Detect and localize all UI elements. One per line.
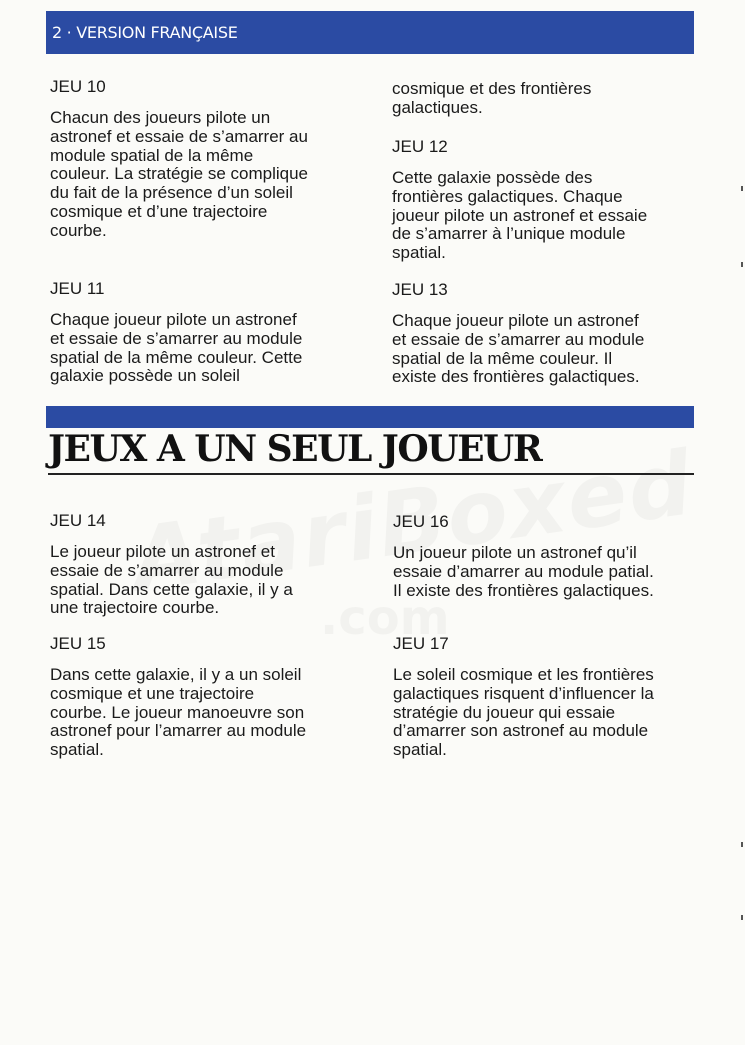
text-line: Cette galaxie possède des <box>392 168 593 187</box>
game-description <box>392 80 702 118</box>
game-description <box>50 109 360 241</box>
text-line: existe des frontières galactiques. <box>392 367 640 387</box>
text-line: courbe. <box>50 220 107 240</box>
text-line: astronef pour l’amarrer au module <box>50 721 307 741</box>
game-description <box>50 666 360 760</box>
text-line: spatial de la même couleur. Cette <box>50 347 303 367</box>
text-line: Chaque joueur pilote un astronef <box>50 310 297 329</box>
text-line: spatial de la même couleur. Il <box>392 348 613 368</box>
text-line: et essaie de s’amarrer au module <box>392 329 645 349</box>
game-heading: JEU 12 <box>392 137 448 156</box>
text-line: galactiques risquent d’influencer la <box>393 683 654 703</box>
game-jeu-17 <box>393 634 703 760</box>
page-edge-mark <box>741 842 743 847</box>
text-line: astronef et essaie de s’amarrer au <box>50 126 308 146</box>
game-description <box>392 312 702 387</box>
game-jeu-10 <box>50 77 360 241</box>
section-title-underline <box>48 473 694 475</box>
text-line: spatial. <box>50 740 104 760</box>
text-line: cosmique et une trajectoire <box>50 683 255 703</box>
game-description <box>50 543 360 618</box>
text-line: Il existe des frontières galactiques. <box>393 580 654 600</box>
text-line: courbe. Le joueur manoeuvre son <box>50 702 305 722</box>
text-line: Le soleil cosmique et les frontières <box>393 665 654 684</box>
game-description <box>393 666 703 760</box>
text-line: galactiques. <box>392 97 483 117</box>
text-line: Un joueur pilote un astronef qu’il <box>393 543 637 562</box>
game-jeu-11 <box>50 279 360 386</box>
text-line: cosmique et d’une trajectoire <box>50 201 268 221</box>
page-edge-mark <box>741 915 743 920</box>
text-line: essaie de s’amarrer au module <box>50 560 284 580</box>
game-jeu-12 <box>392 137 702 263</box>
text-line: spatial. Dans cette galaxie, il y a <box>50 579 293 599</box>
game-description <box>50 311 360 386</box>
header-bar <box>46 11 694 54</box>
text-line: couleur. La stratégie se complique <box>50 164 308 184</box>
game-jeu-11-continued <box>392 80 702 118</box>
section-divider-bar <box>46 406 694 428</box>
text-line: spatial. <box>393 740 447 760</box>
game-jeu-13 <box>392 280 702 387</box>
game-description <box>393 544 703 600</box>
text-line: et essaie de s’amarrer au module <box>50 328 303 348</box>
text-line: spatial. <box>392 243 446 263</box>
game-jeu-16 <box>393 512 703 600</box>
game-jeu-15 <box>50 634 360 760</box>
game-heading: JEU 11 <box>50 279 105 298</box>
text-line: Le joueur pilote un astronef et <box>50 542 275 561</box>
game-heading: JEU 13 <box>392 280 448 299</box>
page-edge-mark <box>741 262 743 267</box>
text-line: essaie d’amarrer au module patial. <box>393 561 654 581</box>
text-line: frontières galactiques. Chaque <box>392 186 623 206</box>
text-line: cosmique et des frontières <box>392 79 592 98</box>
game-jeu-14 <box>50 511 360 618</box>
text-line: Chacun des joueurs pilote un <box>50 108 271 127</box>
text-line: d’amarrer son astronef au module <box>393 721 649 741</box>
header-title: 2 · VERSION FRANÇAISE <box>52 23 238 42</box>
text-line: Chaque joueur pilote un astronef <box>392 311 639 330</box>
text-line: module spatial de la même <box>50 145 254 165</box>
game-description <box>392 169 702 263</box>
text-line: une trajectoire courbe. <box>50 598 220 618</box>
game-heading: JEU 14 <box>50 511 106 530</box>
text-line: Dans cette galaxie, il y a un soleil <box>50 665 302 684</box>
text-line: galaxie possède un soleil <box>50 366 240 386</box>
section-title: JEUX A UN SEUL JOUEUR <box>48 428 542 470</box>
game-heading: JEU 15 <box>50 634 106 653</box>
text-line: stratégie du joueur qui essaie <box>393 702 616 722</box>
text-line: joueur pilote un astronef et essaie <box>392 205 648 225</box>
game-heading: JEU 16 <box>393 512 449 531</box>
game-heading: JEU 17 <box>393 634 449 653</box>
game-heading: JEU 10 <box>50 77 106 96</box>
page-edge-mark <box>741 186 743 191</box>
text-line: du fait de la présence d’un soleil <box>50 183 293 203</box>
text-line: de s’amarrer à l’unique module <box>392 224 626 244</box>
